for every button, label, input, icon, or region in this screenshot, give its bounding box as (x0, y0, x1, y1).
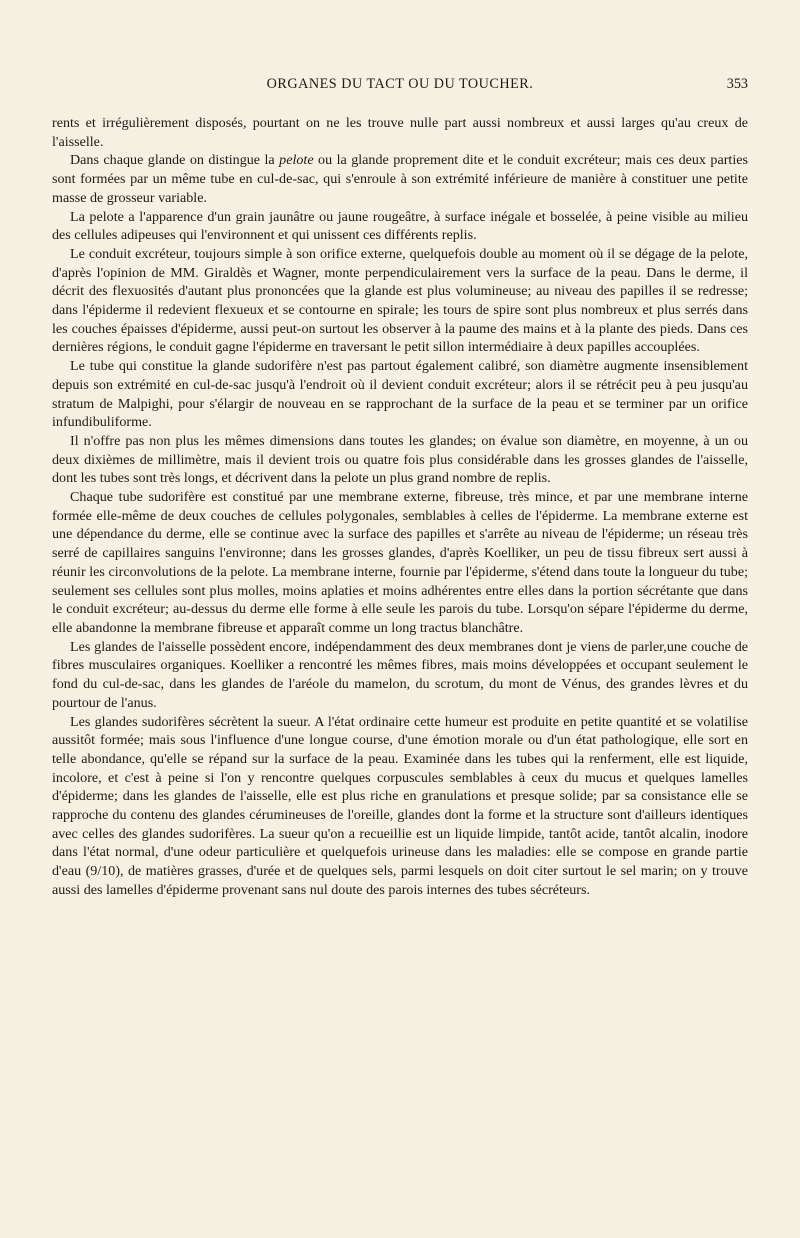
body-text (52, 114, 748, 900)
paragraph (52, 151, 748, 207)
paragraph: Il n'offre pas non plus les mêmes dimensions dans toutes les glandes; on évalue son diamètre, en moyenne, à un ou deux dixièmes de millimètre, mais il devient trois ou quatre fois plus considérable dans les grosses glandes de l'aisselle, dont les tubes sont très longs, et décrivent dans la pelote un plus grand nombre de replis. (52, 432, 748, 487)
paragraph-text: ou la glande proprement dite et le conduit excréteur; mais ces deux parties sont formées par un même tube en cul-de-sac, qui s'enroule à son extrémité inférieure de manière à constituer une petite masse de grosseur variable. (52, 152, 748, 206)
paragraph-text: Dans chaque glande on distingue la (70, 152, 280, 169)
paragraph: Chaque tube sudorifère est constitué par une membrane externe, fibreuse, très mince, et par une membrane interne formée elle-même de deux couches de cellules polygonales, semblables à celles de l'épiderme. La membrane externe est une dépendance du derme, elle se continue avec la surface des papilles et s'arrête au niveau de l'épiderme; un réseau très serré de capillaires sanguins l'environne; dans les grosses glandes, d'après Koelliker, un peu de tissu fibreux sert aussi à réunir les circonvolutions de la pelote. La membrane interne, fournie par l'épiderme, s'étend dans toute la longueur du tube; seulement ses cellules sont plus molles, moins aplaties et moins adhérentes entre elles dans la portion sécrétante que dans le conduit excréteur; au-dessus du derme elle forme à elle seule les parois du tube. Lorsqu'on sépare l'épiderme du derme, elle abandonne la membrane fibreuse et apparaît comme un long tractus blanchâtre. (52, 489, 748, 636)
paragraph: Les glandes sudorifères sécrètent la sueur. A l'état ordinaire cette humeur est produite en petite quantité et se volatilise aussitôt formée; mais sous l'influence d'une longue course, d'une émotion morale ou d'un état pathologique, elle sort en telle abondance, qu'elle se répand sur la surface de la peau. Examinée dans les tubes qui la renferment, elle est liquide, incolore, et c'est à peine si l'on y rencontre quelques corpuscules semblables à ceux du mucus et quelques lamelles d'épiderme; dans les glandes de l'aisselle, elle est plus riche en granulations et presque solide; par sa consistance elle se rapproche du contenu des glandes cérumineuses de l'oreille, glandes dont la forme et la structure sont d'ailleurs identiques avec celles des glandes sudorifères. La sueur qu'on a recueillie est un liquide limpide, tantôt acide, tantôt alcalin, inodore dans l'état normal, d'une odeur particulière et quelquefois urineuse dans les maladies: elle se compose en grande partie d'eau (9/10), de matières grasses, d'urée et de quelques sels, parmi lesquels on doit citer surtout le sel marin; on y trouve aussi des lamelles d'épiderme provenant sans nul doute des parois internes des tubes sécréteurs. (52, 713, 748, 898)
paragraph: Le conduit excréteur, toujours simple à son orifice externe, quelquefois double au moment où il se dégage de la pelote, d'après l'opinion de MM. Giraldès et Wagner, monte perpendiculairement vers la surface de la peau. Dans le derme, il décrit des flexuosités d'autant plus prononcées que la glande est plus volumineuse; au niveau des papilles il se redresse; dans l'épiderme il redevient flexueux et se contourne en spirale; les tours de spire sont plus nombreux et plus serrés dans les couches épaisses d'épiderme, aussi peut-on surtout les observer à la paume des mains et à la plante des pieds. Dans ces dernières régions, le conduit gagne l'épiderme en traversant le petit sillon intermédiaire à deux papilles accouplées. (52, 245, 748, 356)
paragraph-continued: rents et irrégulièrement disposés, pourtant on ne les trouve nulle part aussi nombreux et aussi larges qu'au creux de l'aisselle. (52, 115, 748, 150)
italic-term: pelote (279, 152, 314, 169)
paragraph: Les glandes de l'aisselle possèdent encore, indépendamment des deux membranes dont je viens de parler,une couche de fibres musculaires organiques. Koelliker a rencontré les mêmes fibres, mais moins développées et occupant seulement le fond du cul-de-sac, dans les glandes de l'aréole du mamelon, du scrotum, du mont de Vénus, des grandes lèvres et du pourtour de l'anus. (52, 638, 748, 711)
running-header (52, 76, 748, 96)
running-title: ORGANES DU TACT OU DU TOUCHER. (266, 76, 534, 92)
page-number: 353 (726, 76, 748, 92)
paragraph: Le tube qui constitue la glande sudorifère n'est pas partout également calibré, son diamètre augmente insensiblement depuis son extrémité en cul-de-sac jusqu'à l'endroit où il devient conduit excréteur; alors il se rétrécit peu à peu jusqu'au stratum de Malpighi, pour s'élargir de nouveau en se rapprochant de la surface de la peau et se terminer par un orifice infundibuliforme. (52, 358, 748, 431)
paragraph: La pelote a l'apparence d'un grain jaunâtre ou jaune rougeâtre, à surface inégale et bosselée, à peine visible au milieu des cellules adipeuses qui l'environnent et qui unissent ces différents replis. (52, 208, 748, 244)
